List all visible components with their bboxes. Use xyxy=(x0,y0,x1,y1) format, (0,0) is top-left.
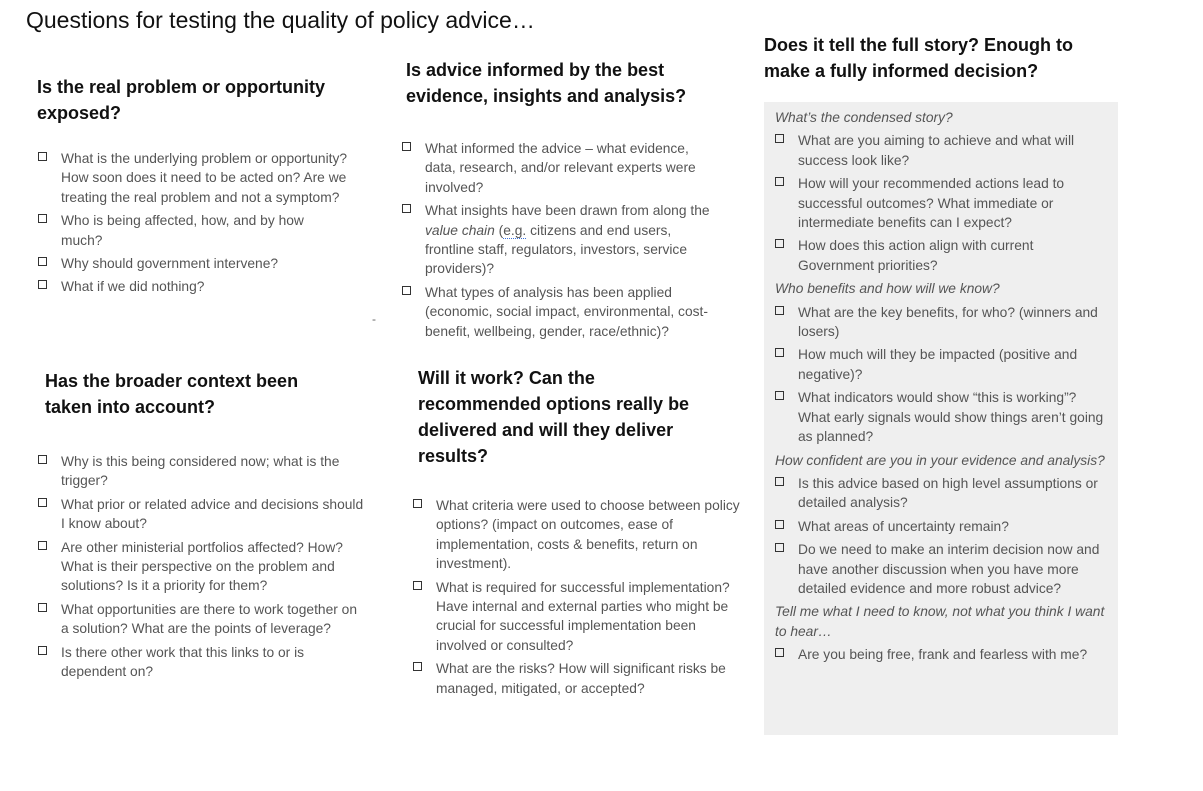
list-item: What criteria were used to choose between policy options? (impact on outcomes, ease of implementation, costs & benefits, return on investment). xyxy=(413,496,743,574)
checkbox-icon xyxy=(413,499,422,508)
checkbox-icon xyxy=(402,204,411,213)
story-subheading: Tell me what I need to know, not what you think I want to hear… xyxy=(775,604,1105,639)
story-subheading: How confident are you in your evidence and analysis? xyxy=(775,452,1105,468)
story-subheading: Who benefits and how will we know? xyxy=(775,281,1000,297)
checkbox-icon xyxy=(38,280,47,289)
list-item: What insights have been drawn from along the value chain (e.g. citizens and end users, frontline staff, regulators, investors, service providers)? xyxy=(402,201,722,279)
list-item: What areas of uncertainty remain? xyxy=(775,517,1110,536)
checkbox-icon xyxy=(413,581,422,590)
checkbox-icon xyxy=(38,603,47,612)
list-item: How much will they be impacted (positive and negative)? xyxy=(775,345,1110,384)
list-item: What is the underlying problem or opportunity? How soon does it need to be acted on? Are we treating the real problem and not a symptom? xyxy=(38,149,348,207)
list-item: Are other ministerial portfolios affected? How? What is their perspective on the problem and solutions? Is it a priority for them? xyxy=(38,538,368,596)
list-item: Are you being free, frank and fearless with me? xyxy=(775,645,1110,664)
problem-heading: Is the real problem or opportunity exposed? xyxy=(37,77,326,123)
checkbox-icon xyxy=(775,348,784,357)
checkbox-icon xyxy=(775,239,784,248)
list-item: Why is this being considered now; what is the trigger? xyxy=(38,452,368,491)
list-item: What if we did nothing? xyxy=(38,277,348,296)
list-item: Who is being affected, how, and by how much? xyxy=(38,211,348,250)
list-item: What opportunities are there to work together on a solution? What are the points of leverage? xyxy=(38,600,368,639)
list-item: What informed the advice – what evidence, data, research, and/or relevant experts were involved? xyxy=(402,139,722,197)
checkbox-icon xyxy=(775,477,784,486)
checkbox-icon xyxy=(413,662,422,671)
context-heading: Has the broader context been taken into account? xyxy=(45,371,299,417)
list-item: What is required for successful implementation? Have internal and external parties who might be crucial for successful implementation been involved or consulted? xyxy=(413,578,743,656)
evidence-question-list xyxy=(402,139,722,345)
list-item: Why should government intervene? xyxy=(38,254,348,273)
work-heading: Will it work? Can the recommended options really be delivered and will they deliver results? xyxy=(418,368,690,466)
story-subheading: What’s the condensed story? xyxy=(775,110,953,125)
list-item: What types of analysis has been applied (economic, social impact, environmental, cost-benefit, wellbeing, gender, race/ethnic)? xyxy=(402,283,722,341)
checkbox-icon xyxy=(38,152,47,161)
checkbox-icon xyxy=(402,286,411,295)
list-item: What are the risks? How will significant risks be managed, mitigated, or accepted? xyxy=(413,659,743,698)
checkbox-icon xyxy=(775,543,784,552)
list-item: How will your recommended actions lead to successful outcomes? What immediate or intermediate benefits can I expect? xyxy=(775,174,1110,232)
list-item: What are you aiming to achieve and what will success look like? xyxy=(775,131,1110,170)
checkbox-icon xyxy=(38,646,47,655)
checkbox-icon xyxy=(38,214,47,223)
list-item: Is this advice based on high level assumptions or detailed analysis? xyxy=(775,474,1110,513)
evidence-heading: Is advice informed by the best evidence, insights and analysis? xyxy=(406,60,687,106)
work-question-list xyxy=(413,496,743,702)
list-item: What prior or related advice and decisions should I know about? xyxy=(38,495,368,534)
page-title: Questions for testing the quality of policy advice… xyxy=(26,7,535,33)
list-item: What indicators would show “this is working”? What early signals would show things aren’t going as planned? xyxy=(775,388,1110,446)
checkbox-icon xyxy=(38,541,47,550)
list-item: What are the key benefits, for who? (winners and losers) xyxy=(775,303,1110,342)
checkbox-icon xyxy=(38,257,47,266)
checkbox-icon xyxy=(38,498,47,507)
checkbox-icon xyxy=(775,648,784,657)
checkbox-icon xyxy=(775,306,784,315)
stray-mark: - xyxy=(372,312,376,326)
checkbox-icon xyxy=(402,142,411,151)
list-item: Is there other work that this links to or is dependent on? xyxy=(38,643,368,682)
story-heading: Does it tell the full story? Enough to make a fully informed decision? xyxy=(764,35,1073,81)
checkbox-icon xyxy=(775,177,784,186)
checkbox-icon xyxy=(775,134,784,143)
list-item: How does this action align with current Government priorities? xyxy=(775,236,1110,275)
checkbox-icon xyxy=(38,455,47,464)
problem-question-list xyxy=(38,149,348,301)
context-question-list xyxy=(38,452,368,685)
checkbox-icon xyxy=(775,391,784,400)
checkbox-icon xyxy=(775,520,784,529)
list-item: Do we need to make an interim decision now and have another discussion when you have more detailed evidence and more robust advice? xyxy=(775,540,1110,598)
story-question-list xyxy=(775,108,1110,669)
